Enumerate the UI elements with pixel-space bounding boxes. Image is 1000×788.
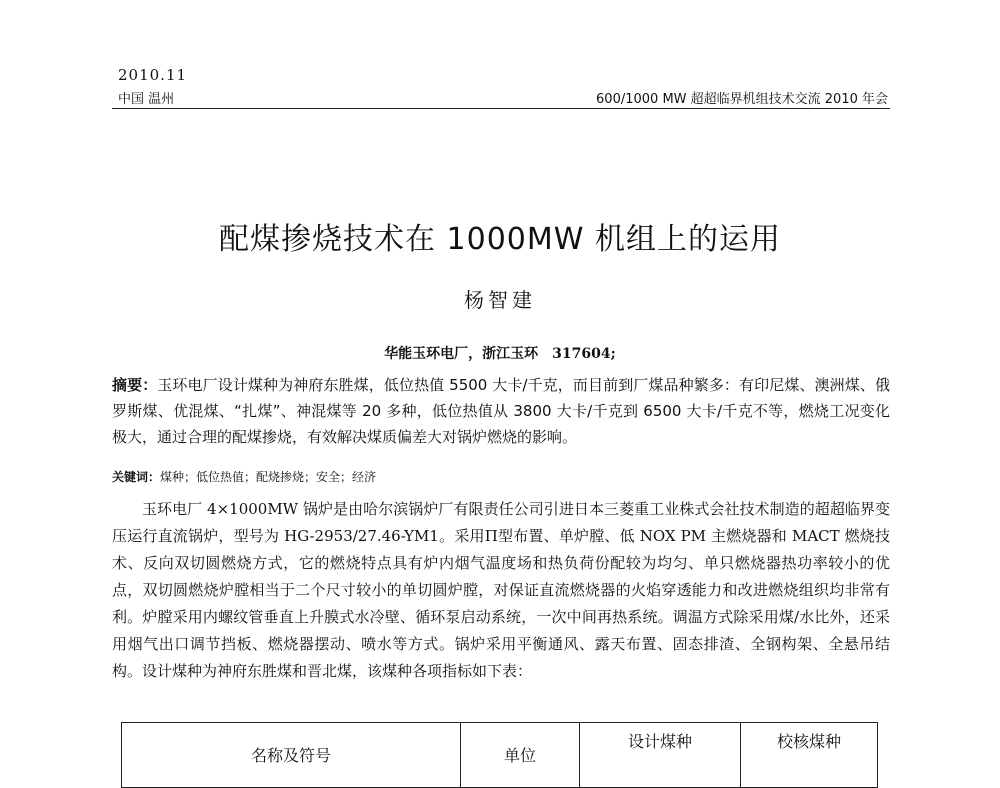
abstract-text: 玉环电厂设计煤种为神府东胜煤，低位热值 5500 大卡/千克，而目前到厂煤品种繁多：有印尼煤、澳洲煤、俄罗斯煤、优混煤、“扎煤”、神混煤等 20 多种，低位热值从 3800 大卡/千克到 6500 大卡/千克不等，燃烧工况变化极大，通过合理的配煤掺烧，有效解决煤质偏差大对锅炉燃烧的影响。: [112, 376, 890, 446]
table-header-row: [122, 723, 878, 788]
header-conference: 600/1000 MW 超超临界机组技术交流 2010 年会: [596, 92, 888, 107]
keywords-text: 煤种；低位热值；配烧掺烧；安全；经济: [160, 470, 377, 484]
abstract-label: 摘要：: [112, 376, 158, 394]
paper-author: 杨智建: [464, 288, 536, 312]
header-rule: [112, 108, 890, 109]
keywords: [112, 468, 890, 485]
paper-title: 配煤掺烧技术在 1000MW 机组上的运用: [219, 222, 781, 257]
body-paragraph: 玉环电厂 4×1000MW 锅炉是由哈尔滨锅炉厂有限责任公司引进日本三菱重工业株式会社技术制造的超超临界变压运行直流锅炉，型号为 HG-2953/27.46-YM1。采用Π型布置、单炉膛、低 NOX PM 主燃烧器和 MACT 燃烧技术、反向双切圆燃烧方式，它的燃烧特点具有炉内烟气温度场和热负荷份配较为均匀、单只燃烧器热功率较小的优点，双切圆燃烧炉膛相当于二个尺寸较小的单切圆炉膛，对保证直流燃烧器的火焰穿透能力和改进燃烧组织均非常有利。炉膛采用内螺纹管垂直上升膜式水冷壁、循环泵启动系统，一次中间再热系统。调温方式除采用煤/水比外，还采用烟气出口调节挡板、燃烧器摆动、喷水等方式。锅炉采用平衡通风、露天布置、固态排渣、全钢构架、全悬吊结构。设计煤种为神府东胜煤和晋北煤，该煤种各项指标如下表：: [112, 500, 890, 680]
header-location: 中国 温州: [118, 92, 175, 107]
paper-affiliation: 华能玉环电厂，浙江玉环 317604;: [384, 346, 616, 362]
table-header-design-coal: 设计煤种: [580, 723, 741, 788]
table-header-unit: 单位: [461, 723, 580, 788]
coal-spec-table: [121, 722, 878, 788]
header-date: 2010.11: [118, 66, 188, 84]
abstract: [112, 372, 890, 450]
table-header-name: 名称及符号: [122, 723, 461, 788]
table-header-check-coal: 校核煤种: [741, 723, 878, 788]
keywords-label: 关键词：: [112, 470, 161, 484]
